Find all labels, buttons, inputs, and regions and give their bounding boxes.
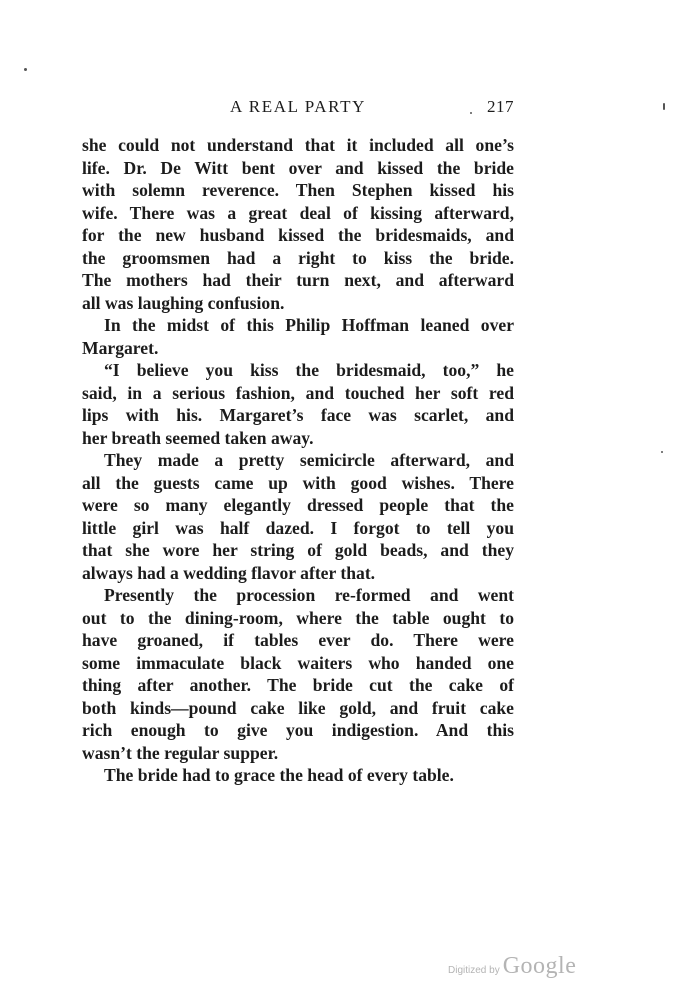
running-title: A REAL PARTY	[230, 97, 366, 116]
text-line: rich enough to give you indigestion. And this	[82, 720, 514, 740]
text-line: with solemn reverence. Then Stephen kissed his	[82, 180, 514, 200]
text-line: the groomsmen had a right to kiss the bride.	[82, 247, 514, 268]
text-line: always had a wedding flavor after that.	[82, 562, 376, 583]
text-line: were so many elegantly dressed people that the	[82, 495, 514, 515]
digitized-by-google-watermark	[448, 953, 576, 980]
text-line: “I believe you kiss the bridesmaid, too,” he	[104, 360, 514, 380]
text-line: wasn’t the regular supper.	[82, 742, 279, 763]
text-line: both kinds—pound cake like gold, and fruit cake	[82, 697, 514, 718]
text-line: have groaned, if tables ever do. There were	[82, 630, 514, 650]
text-line: said, in a serious fashion, and touched her soft red	[82, 382, 514, 403]
text-line: In the midst of this Philip Hoffman leaned over	[104, 315, 514, 335]
scan-speck	[661, 451, 663, 453]
text-line: They made a pretty semicircle afterward, and	[104, 450, 514, 470]
text-line: wife. There was a great deal of kissing afterward,	[82, 202, 514, 223]
google-logo: Google	[502, 953, 577, 979]
text-line: Presently the procession re-formed and went	[104, 585, 514, 605]
text-line: all was laughing confusion.	[82, 292, 285, 313]
text-line: that she wore her string of gold beads, and they	[82, 540, 514, 560]
text-line: all the guests came up with good wishes. There	[82, 472, 514, 493]
text-line: out to the dining-room, where the table ought to	[82, 607, 514, 628]
page-number: 217	[487, 97, 514, 116]
text-line: lips with his. Margaret’s face was scarlet, and	[82, 405, 514, 425]
body-text	[82, 134, 514, 787]
text-line: thing after another. The bride cut the cake of	[82, 675, 514, 695]
text-line: The bride had to grace the head of every table.	[104, 765, 454, 785]
watermark-prefix: Digitized by	[448, 965, 500, 976]
text-line: she could not understand that it included all one’s	[82, 135, 514, 155]
scan-speck	[663, 103, 665, 110]
text-line: life. Dr. De Witt bent over and kissed the bride	[82, 157, 514, 178]
text-line: The mothers had their turn next, and afterward	[82, 270, 514, 290]
scan-speck	[24, 68, 27, 71]
text-line: her breath seemed taken away.	[82, 427, 314, 448]
running-head	[82, 97, 514, 121]
text-line: Margaret.	[82, 337, 159, 358]
text-line: little girl was half dazed. I forgot to tell you	[82, 517, 514, 538]
text-line: for the new husband kissed the bridesmaids, and	[82, 225, 514, 245]
text-line: some immaculate black waiters who handed one	[82, 652, 514, 673]
